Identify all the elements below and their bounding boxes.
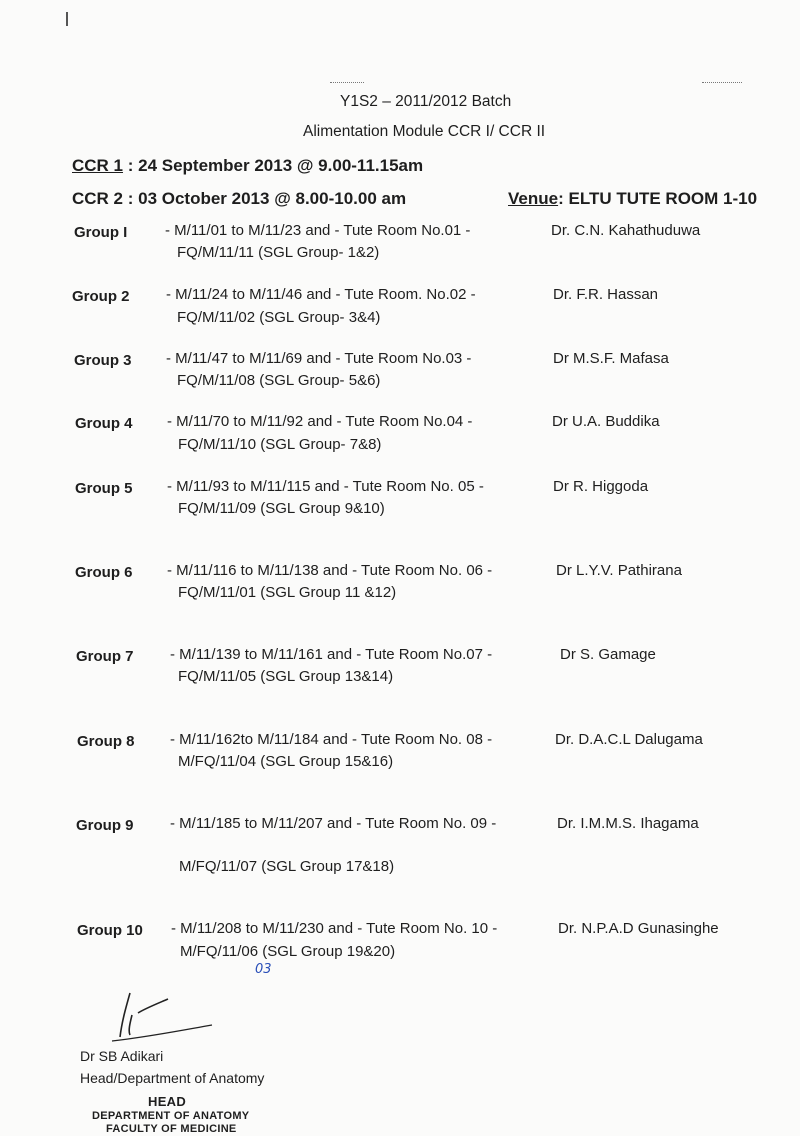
group-doctor: Dr. D.A.C.L Dalugama [555,731,703,748]
group-label: Group 7 [76,648,134,665]
group-line2: FQ/M/11/08 (SGL Group- 5&6) [177,372,381,389]
group-line2: FQ/M/11/01 (SGL Group 11 &12) [178,584,397,601]
group-label: Group 8 [77,733,135,750]
venue-text: : ELTU TUTE ROOM 1-10 [558,189,758,208]
group-doctor: Dr U.A. Buddika [552,413,660,430]
group-doctor: Dr. F.R. Hassan [553,286,659,303]
group-doctor: Dr. N.P.A.D Gunasinghe [558,920,719,937]
group-line2: M/FQ/11/07 (SGL Group 17&18) [179,858,395,875]
group-line1: - M/11/70 to M/11/92 and - Tute Room No.04 - [167,413,473,430]
signatory-name: Dr SB Adikari [80,1048,164,1064]
group-line2: FQ/M/11/09 (SGL Group 9&10) [178,500,385,517]
signature-icon [108,985,223,1045]
group-label: Group 9 [76,817,134,834]
batch-title: Y1S2 – 2011/2012 Batch [340,93,512,110]
group-doctor: Dr S. Gamage [560,646,656,663]
group-line1: - M/11/208 to M/11/230 and - Tute Room No. 10 - [171,920,498,937]
group-line1: - M/11/185 to M/11/207 and - Tute Room No. 09 - [170,815,497,832]
group-doctor: Dr M.S.F. Mafasa [553,350,669,367]
group-doctor: Dr L.Y.V. Pathirana [556,562,682,579]
ccr1-label: CCR 1 [72,156,124,175]
scan-dots [702,82,742,84]
group-line2: M/FQ/11/04 (SGL Group 15&16) [178,753,394,770]
venue-line [508,189,757,209]
group-doctor: Dr R. Higgoda [553,478,649,495]
group-line1: - M/11/93 to M/11/115 and - Tute Room No. 05 - [167,478,484,495]
group-line2: FQ/M/11/11 (SGL Group- 1&2) [177,244,380,261]
group-label: Group 2 [72,288,130,305]
group-label: Group 5 [75,480,133,497]
venue-label: Venue [508,189,559,208]
scan-mark [66,12,68,26]
group-line1: - M/11/139 to M/11/161 and - Tute Room No.07 - [170,646,493,663]
ccr1-line [72,156,423,176]
signatory-title: Head/Department of Anatomy [80,1070,265,1086]
group-line2: FQ/M/11/10 (SGL Group- 7&8) [178,436,382,453]
group-line2: FQ/M/11/02 (SGL Group- 3&4) [177,309,381,326]
scan-dots [330,82,364,84]
group-label: Group 3 [74,352,132,369]
group-line1: - M/11/162to M/11/184 and - Tute Room No. 08 - [170,731,493,748]
group-line1: - M/11/116 to M/11/138 and - Tute Room No. 06 - [167,562,493,579]
group-doctor: Dr. C.N. Kahathuduwa [551,222,701,239]
group-doctor: Dr. I.M.M.S. Ihagama [557,815,699,832]
group-line1: - M/11/24 to M/11/46 and - Tute Room. No.02 - [166,286,476,303]
group-label: Group 6 [75,564,133,581]
ccr1-date: : 24 September 2013 @ 9.00-11.15am [123,156,424,175]
group-label: Group 10 [77,922,143,939]
stamp-department: DEPARTMENT OF ANATOMY [92,1110,250,1122]
ccr2-line: CCR 2 : 03 October 2013 @ 8.00-10.00 am [72,189,407,208]
group-label: Group I [74,224,128,241]
handwritten-note: 03 [255,962,272,977]
module-title: Alimentation Module CCR I/ CCR II [303,123,546,140]
group-line1: - M/11/01 to M/11/23 and - Tute Room No.01 - [165,222,471,239]
group-line2: M/FQ/11/06 (SGL Group 19&20) [180,943,396,960]
stamp-head: HEAD [148,1094,187,1109]
group-label: Group 4 [75,415,133,432]
group-line1: - M/11/47 to M/11/69 and - Tute Room No.03 - [166,350,472,367]
group-line2: FQ/M/11/05 (SGL Group 13&14) [178,668,394,685]
stamp-faculty: FACULTY OF MEDICINE [106,1123,237,1135]
